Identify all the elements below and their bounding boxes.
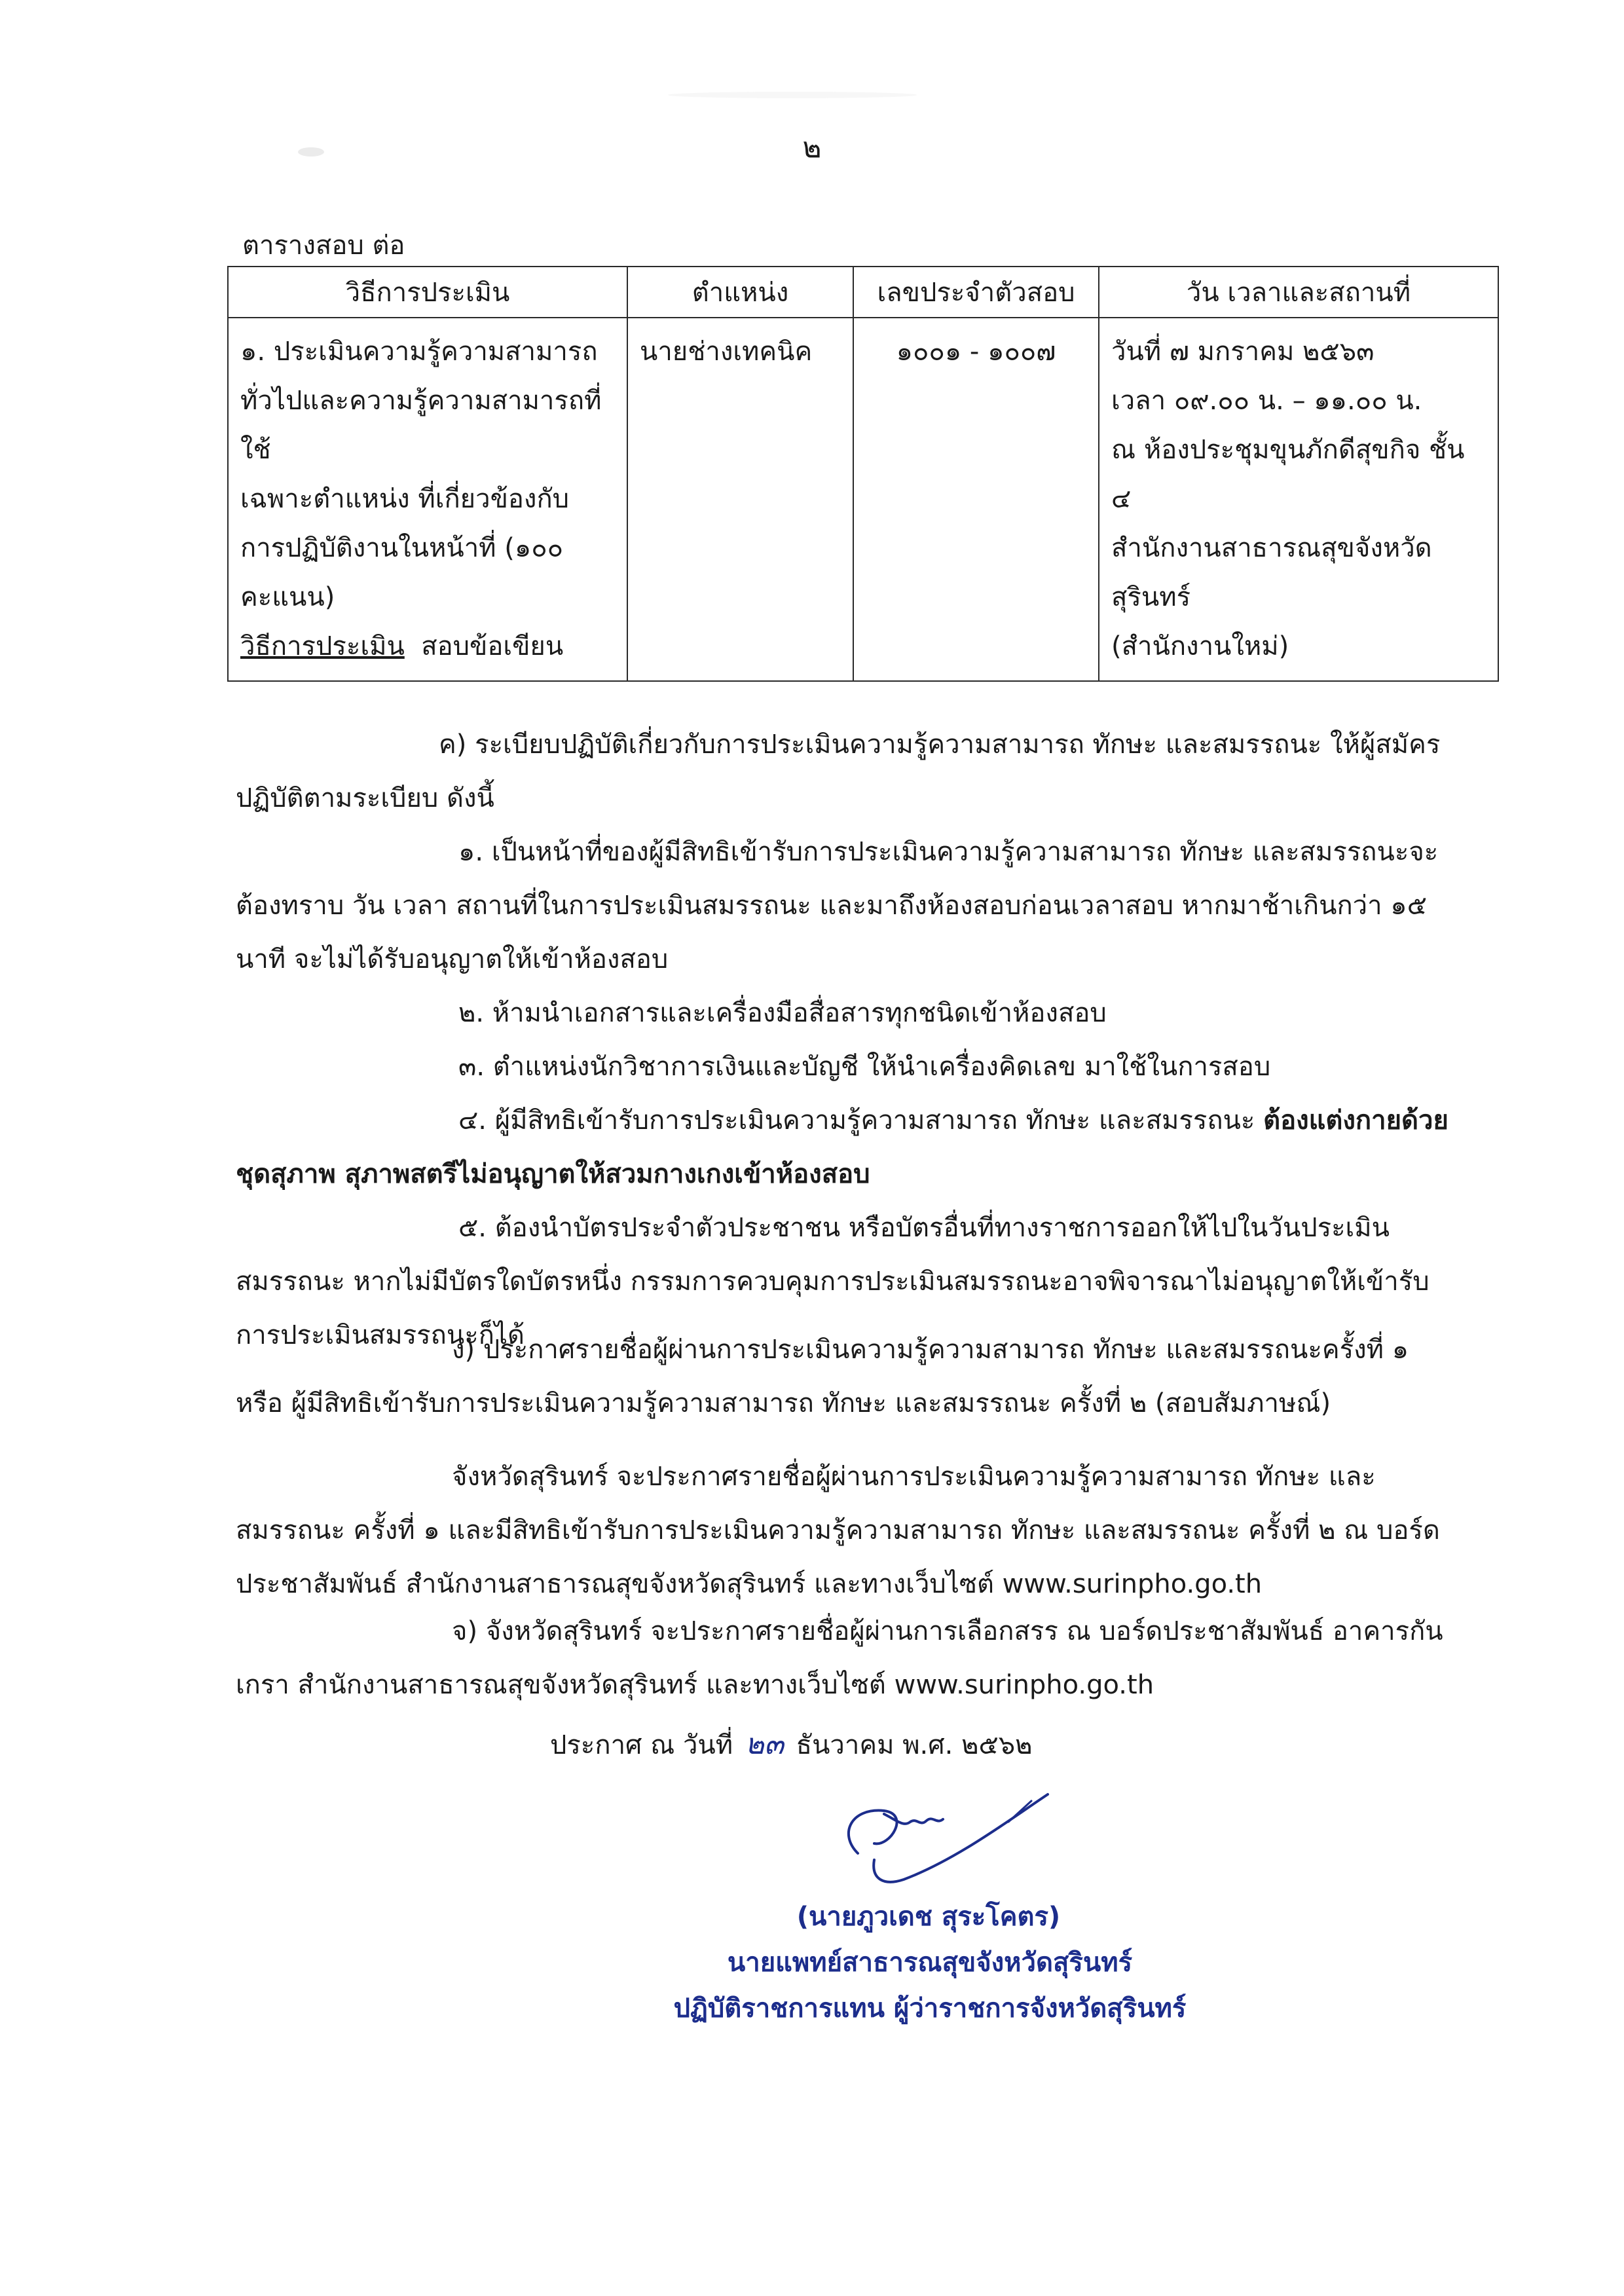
method-value: สอบข้อเขียน [421,631,564,661]
signer-acting: ปฏิบัติราชการแทน ผู้ว่าราชการจังหวัดสุรินทร์ [673,1993,1187,2024]
section-e-body: จ) จังหวัดสุรินทร์ จะประกาศรายชื่อผู้ผ่านการเลือกสรร ณ บอร์ดประชาสัมพันธ์ อาคารกันเกรา สำนักงานสาธารณสุขจังหวัดสุรินทร์ และทางเว็บไซต์ www.surinpho.go.th [236,1616,1443,1700]
announcement-date [550,1721,1033,1767]
method-line: คะแนน) [240,582,335,612]
section-c-item-4 [236,1094,1454,1201]
section-d-heading: ง) ประกาศรายชื่อผู้ผ่านการประเมินความรู้ความสามารถ ทักษะ และสมรรถนะครั้งที่ ๑ หรือ ผู้มีสิทธิเข้ารับการประเมินความรู้ความสามารถ ทักษะ และสมรรถนะ ครั้งที่ ๒ (สอบสัมภาษณ์) [236,1335,1409,1418]
header-position: ตำแหน่ง [627,267,853,318]
schedule-line: ณ ห้องประชุมขุนภักดีสุขกิจ ชั้น ๔ [1111,435,1465,514]
cell-schedule [1099,318,1498,681]
schedule-line: (สำนักงานใหม่) [1111,631,1289,661]
cell-exam-ids: ๑๐๐๑ - ๑๐๐๗ [853,318,1099,681]
method-line: ๑. ประเมินความรู้ความสามารถ [240,337,598,367]
exam-schedule-table [227,266,1499,682]
method-label: วิธีการประเมิน [240,631,405,661]
section-c-item-1: ๑. เป็นหน้าที่ของผู้มีสิทธิเข้ารับการประเมินความรู้ความสามารถ ทักษะ และสมรรถนะจะต้องทราบ วัน เวลา สถานที่ในการประเมินสมรรถนะ และมาถึงห้องสอบก่อนเวลาสอบ หากมาช้าเกินกว่า ๑๕ นาที จะไม่ได้รับอนุญาตให้เข้าห้องสอบ [236,837,1439,974]
section-c-item-5: ๕. ต้องนำบัตรประจำตัวประชาชน หรือบัตรอื่นที่ทางราชการออกให้ไปในวันประเมินสมรรถนะ หากไม่มีบัตรใดบัตรหนึ่ง กรรมการควบคุมการประเมินสมรรถนะอาจพิจารณาไม่อนุญาตให้เข้ารับการประเมินสมรรถนะก็ได้ [236,1213,1430,1350]
signer-title: นายแพทย์สาธารณสุขจังหวัดสุรินทร์ [727,1948,1133,1978]
method-line: เฉพาะตำแหน่ง ที่เกี่ยวข้องกับ [240,484,570,514]
signer-name: (นายภูวเดช สุระโคตร) [796,1902,1061,1932]
announcement-day: ๒๓ [745,1728,784,1761]
section-d-body: จังหวัดสุรินทร์ จะประกาศรายชื่อผู้ผ่านการประเมินความรู้ความสามารถ ทักษะ และสมรรถนะ ครั้งที่ ๑ และมีสิทธิเข้ารับการประเมินความรู้ความสามารถ ทักษะ และสมรรถนะ ครั้งที่ ๒ ณ บอร์ด ประชาสัมพันธ์ สำนักงานสาธารณสุขจังหวัดสุรินทร์ และทางเว็บไซต์ www.surinpho.go.th [236,1462,1440,1599]
header-method: วิธีการประเมิน [228,267,627,318]
section-d [236,1323,1454,1611]
announcement-month-year: ธันวาคม พ.ศ. ๒๕๖๒ [796,1730,1033,1760]
signature-image [812,1781,1087,1899]
table-header-row [228,267,1498,318]
announcement-prefix: ประกาศ ณ วันที่ [550,1730,733,1760]
section-e [236,1604,1454,1712]
table-caption: ตารางสอบ ต่อ [242,231,405,261]
item-4-bold-text: ต้องแต่งกายด้วยชุดสุภาพ สุภาพสตรีไม่อนุญาตให้สวมกางเกงเข้าห้องสอบ [236,1105,1449,1189]
section-c [236,718,1454,1362]
header-exam-id: เลขประจำตัวสอบ [853,267,1099,318]
section-c-item-3: ๓. ตำแหน่งนักวิชาการเงินและบัญชี ให้นำเครื่องคิดเลข มาใช้ในการสอบ [458,1052,1271,1082]
schedule-line: สำนักงานสาธารณสุขจังหวัดสุรินทร์ [1111,533,1432,612]
section-c-intro: ค) ระเบียบปฏิบัติเกี่ยวกับการประเมินความรู้ความสามารถ ทักษะ และสมรรถนะ ให้ผู้สมัครปฏิบัติตามระเบียบ ดังนี้ [236,730,1441,813]
schedule-line: วันที่ ๗ มกราคม ๒๕๖๓ [1111,337,1375,367]
page-number: ๒ [802,131,822,164]
section-c-item-2: ๒. ห้ามนำเอกสารและเครื่องมือสื่อสารทุกชนิดเข้าห้องสอบ [458,998,1107,1028]
schedule-line: เวลา ๐๙.๐๐ น. – ๑๑.๐๐ น. [1111,386,1422,416]
method-evaluation-line [240,622,615,671]
method-line: การปฏิบัติงานในหน้าที่ (๑๐๐ [240,533,564,563]
signer-block [0,1894,1624,2031]
header-schedule: วัน เวลาและสถานที่ [1099,267,1498,318]
method-line: ทั่วไปและความรู้ความสามารถที่ใช้ [240,386,602,465]
item-4-text: ๔. ผู้มีสิทธิเข้ารับการประเมินความรู้ความสามารถ ทักษะ และสมรรถนะ [458,1105,1264,1136]
table-row [228,318,1498,681]
cell-position: นายช่างเทคนิค [627,318,853,681]
scan-smudge [668,92,917,98]
cell-method [228,318,627,681]
